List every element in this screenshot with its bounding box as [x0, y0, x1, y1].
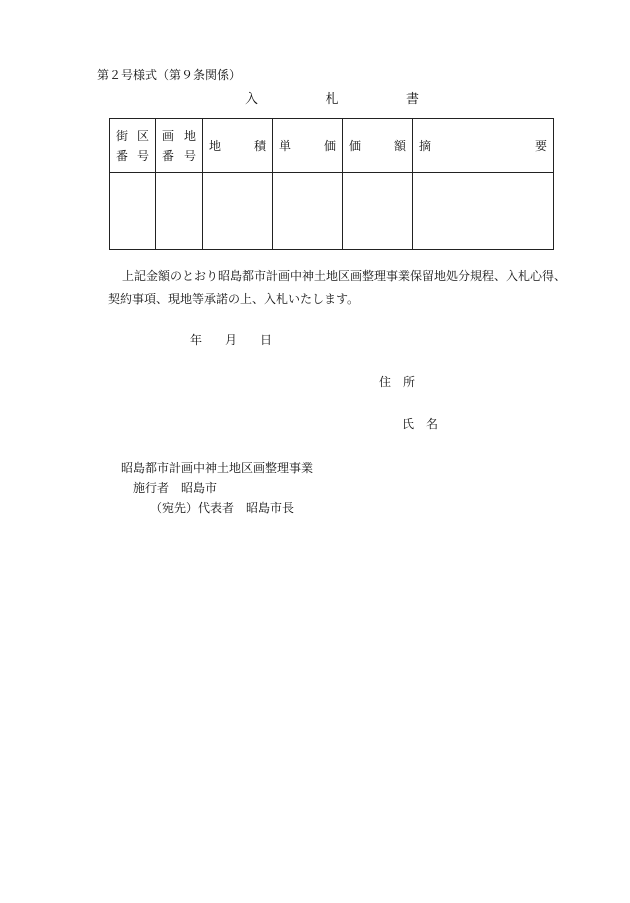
amount-cell[interactable] — [343, 173, 413, 250]
header-block-number: 街 区 番 号 — [110, 119, 156, 173]
month-label: 月 — [224, 333, 237, 347]
date-line — [190, 331, 272, 348]
header-lot-number: 画 地 番 号 — [156, 119, 203, 173]
remarks-cell[interactable] — [413, 173, 554, 250]
year-label: 年 — [190, 333, 203, 347]
form-number: 第２号様式（第９条関係） — [97, 68, 242, 82]
name-label: 氏 名 — [402, 417, 438, 431]
table-entry-row — [110, 173, 554, 250]
table-header-row — [110, 119, 554, 173]
header-area: 地 積 — [203, 119, 273, 173]
title-char: 書 — [405, 92, 419, 107]
declaration-text: 上記金額のとおり昭島都市計画中神土地区画整理事業保留地処分規程、入札心得、契約事項、現地等承諾の上、入札いたします。 — [108, 269, 567, 306]
title-char: 入 — [245, 92, 259, 107]
bid-table — [109, 118, 554, 250]
addressee: （宛先）代表者 昭島市長 — [150, 501, 295, 515]
project-name: 昭島都市計画中神土地区画整理事業 — [121, 461, 314, 475]
header-amount: 価 額 — [343, 119, 413, 173]
document-title — [245, 88, 419, 107]
address-label: 住 所 — [379, 375, 415, 389]
area-cell[interactable] — [203, 173, 273, 250]
block-number-cell[interactable] — [110, 173, 156, 250]
unit-price-cell[interactable] — [273, 173, 343, 250]
title-char: 札 — [325, 92, 339, 107]
implementer: 施行者 昭島市 — [133, 481, 218, 495]
day-label: 日 — [259, 333, 272, 347]
header-unit-price: 単 価 — [273, 119, 343, 173]
header-remarks: 摘 要 — [413, 119, 554, 173]
lot-number-cell[interactable] — [156, 173, 203, 250]
